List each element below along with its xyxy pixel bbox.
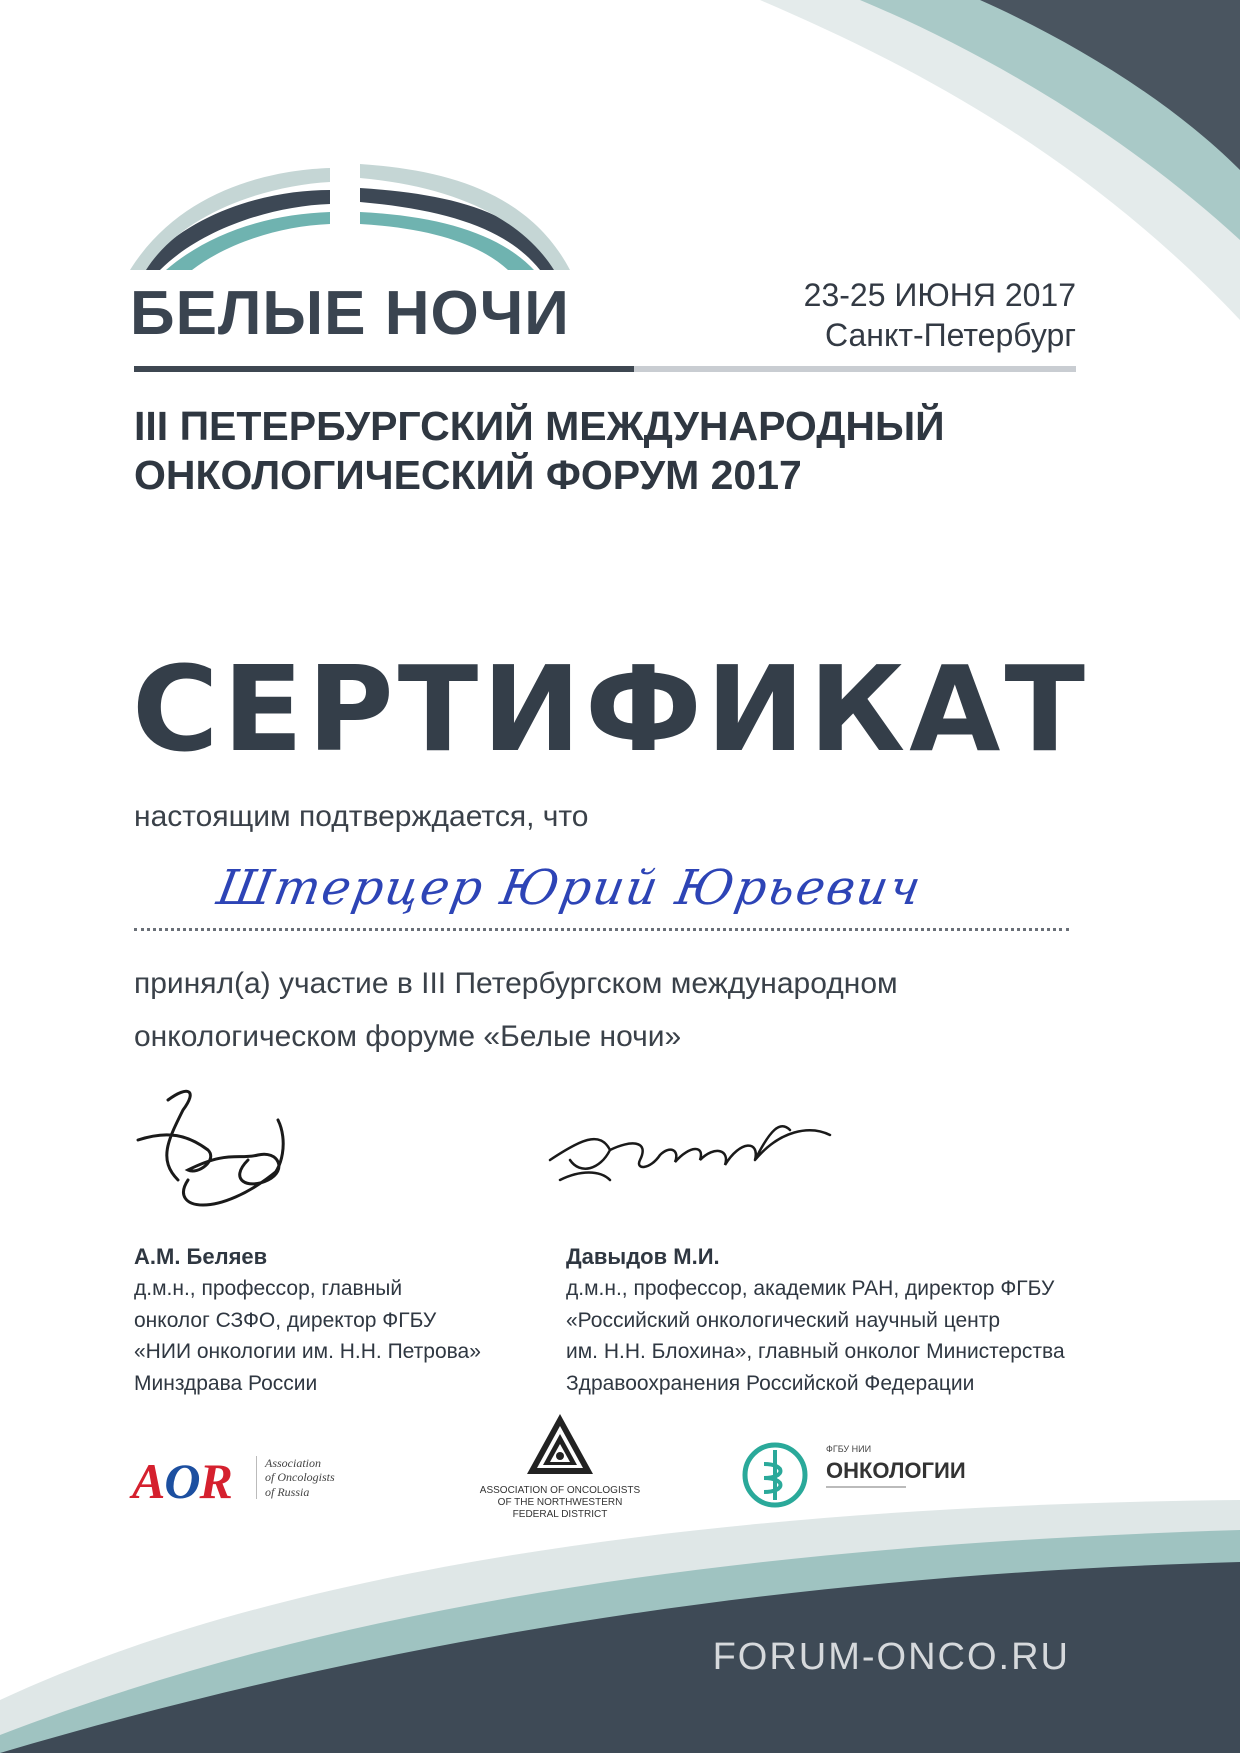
signer-line: «Российский онкологический научный центр <box>566 1308 1001 1332</box>
signature-belyaev <box>128 1080 318 1230</box>
forum-title-line1: III ПЕТЕРБУРГСКИЙ МЕЖДУНАРОДНЫЙ <box>134 403 945 449</box>
event-dates: 23-25 ИЮНЯ 2017 <box>803 277 1076 313</box>
aor-text-line: Association <box>265 1456 321 1470</box>
onco-big-text: ОНКОЛОГИИ <box>826 1458 966 1483</box>
aor-mark <box>132 1452 232 1510</box>
name-dotted-line <box>134 928 1069 931</box>
signer-line: д.м.н., профессор, главный <box>134 1277 403 1300</box>
nw-text-line: OF THE NORTHWESTERN <box>497 1497 623 1508</box>
divider-accent <box>134 366 634 372</box>
white-nights-logo-arc <box>130 160 570 270</box>
nw-text-line: FEDERAL DISTRICT <box>512 1509 608 1520</box>
confirm-text: настоящим подтверждается, что <box>134 800 589 833</box>
event-info <box>804 275 1076 355</box>
triangle-logo-icon <box>525 1412 595 1476</box>
participation-text <box>134 958 1114 1063</box>
recipient-name-handwritten: Штерцер Юрий Юрьевич <box>213 860 927 916</box>
signer-line: д.м.н., профессор, академик РАН, директор ФГБУ <box>566 1277 1055 1300</box>
aor-text <box>256 1456 385 1499</box>
forum-title <box>134 402 1094 500</box>
event-city: Санкт-Петербург <box>825 317 1076 353</box>
aor-mark-o: O <box>164 1453 200 1509</box>
forum-title-line2: ОНКОЛОГИЧЕСКИЙ ФОРУМ 2017 <box>134 452 802 499</box>
nw-text <box>470 1485 650 1521</box>
signer-line: Здравоохранения Российской Федерации <box>566 1371 975 1395</box>
signer-line: им. Н.Н. Блохина», главный онколог Министерства <box>566 1340 1065 1363</box>
nw-association-logo <box>470 1412 650 1521</box>
aor-text-line: of Russia <box>265 1484 310 1499</box>
aor-text-line: of Oncologists <box>265 1470 335 1485</box>
signer-line: онколог СЗФО, директор ФГБУ <box>134 1308 437 1332</box>
onco-institute-logo <box>740 1440 966 1515</box>
participation-line2: онкологическом форуме «Белые ночи» <box>134 1019 682 1053</box>
signer-name: Давыдов М.И. <box>566 1244 720 1269</box>
logo-title: БЕЛЫЕ НОЧИ <box>130 279 570 348</box>
nw-text-line: ASSOCIATION OF ONCOLOGISTS <box>479 1485 641 1496</box>
signer-davydov <box>566 1240 1065 1399</box>
footer-website: FORUM-ONCO.RU <box>712 1636 1070 1678</box>
signer-line: Минздрава России <box>134 1371 318 1395</box>
signer-belyaev <box>134 1240 481 1399</box>
certificate-heading: СЕРТИФИКАТ <box>132 640 1089 778</box>
signature-davydov <box>540 1100 840 1210</box>
signer-line: «НИИ онкологии им. Н.Н. Петрова» <box>134 1340 481 1363</box>
onco-emblem-icon <box>740 1440 810 1510</box>
signer-name: А.М. Беляев <box>134 1244 268 1269</box>
onco-small-text: ФГБУ НИИ <box>826 1444 872 1454</box>
aor-logo <box>132 1452 335 1510</box>
participation-line1: принял(а) участие в III Петербургском международном <box>134 967 898 1000</box>
aor-mark-a: A <box>132 1453 165 1509</box>
aor-mark-r: R <box>199 1453 232 1509</box>
onco-divider <box>826 1486 906 1488</box>
